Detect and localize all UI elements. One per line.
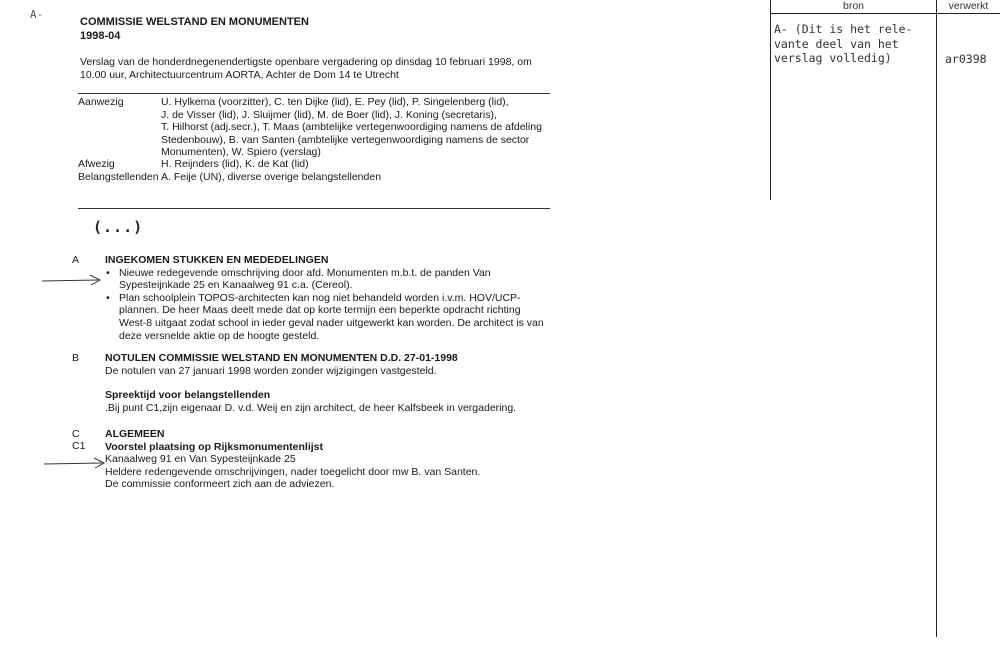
rule-bottom	[78, 208, 550, 209]
verwerkt-code: ar0398	[945, 52, 987, 66]
rule-top	[78, 93, 550, 94]
present-line: J. de Visser (lid), J. Sluijmer (lid), M. de Boer (lid), J. Koning (secretaris),	[161, 108, 497, 121]
ellipsis-mark: (...)	[93, 218, 144, 236]
present-line: Monumenten), W. Spiero (verslag)	[161, 146, 321, 159]
arrow-icon	[40, 272, 104, 288]
present-label: Aanwezig	[78, 96, 124, 108]
list-item: • Nieuwe redegevende omschrijving door afd. Monumenten m.b.t. de panden Van Sypesteijnkade 25 en Kanaalweg 91 c.a. (Cereol).	[105, 267, 550, 292]
document-title: COMMISSIE WELSTAND EN MONUMENTEN	[80, 16, 309, 28]
section-b	[105, 352, 550, 377]
section-b-text: De notulen van 27 januari 1998 worden zonder wijzigingen vastgesteld.	[105, 364, 437, 377]
section-b-sub-title: Spreektijd voor belangstellenden	[105, 389, 271, 401]
bron-note: A- (Dit is het rele- vante deel van het verslag volledig)	[774, 22, 913, 65]
intro-line-1: Verslag van de honderdnegenendertigste openbare vergadering op dinsdag 10 februari 1998, om	[80, 56, 532, 68]
section-a-letter: A	[72, 254, 80, 266]
present-line: T. Hilhorst (adj.secr.), T. Maas (ambtelijke vertegenwoordiging namens de afdeling	[161, 121, 542, 134]
present-line: Stedenbouw), B. van Santen (ambtelijke vertegenwoordiging namens de sector	[161, 133, 530, 146]
list-item: • Plan schoolplein TOPOS-architecten kan nog niet behandeld worden i.v.m. HOV/UCP- plannen. De heer Maas deelt mede dat op korte termijn een beperkte opdracht richting West-8 uitgaat zodat school in ieder geval nader uitgewerkt kan worden. De architect is van deze versnelde aktie op de hoogte gesteld.	[105, 292, 550, 342]
section-c1-line: De commissie conformeert zich aan de adviezen.	[105, 478, 335, 491]
section-c1-line: Heldere redengevende omschrijvingen, nader toegelicht door mw B. van Santen.	[105, 465, 481, 478]
column-header-verwerkt: verwerkt	[948, 0, 989, 12]
absent-value: H. Reijnders (lid), K. de Kat (lid)	[161, 158, 309, 170]
stakeholders-value: A. Feije (UN), diverse overige belangstellenden	[161, 171, 382, 183]
corner-mark: A-	[30, 8, 44, 21]
intro-line-2: 10.00 uur, Architectuurcentrum AORTA, Achter de Dom 14 te Utrecht	[80, 69, 399, 81]
section-c1-title: Voorstel plaatsing op Rijksmonumentenlijst	[105, 440, 324, 453]
section-b-letter: B	[72, 352, 80, 364]
section-c-title: ALGEMEEN	[105, 428, 165, 440]
section-c-letter: C	[72, 428, 80, 440]
table-header-rule	[770, 13, 1000, 14]
section-b-sub	[105, 389, 550, 414]
table-left-border	[770, 0, 771, 200]
arrow-icon	[42, 455, 108, 471]
section-a-list	[105, 267, 550, 343]
document-year: 1998-04	[80, 30, 121, 42]
present-list	[161, 96, 546, 159]
table-divider	[936, 0, 937, 637]
present-line: U. Hylkema (voorzitter), C. ten Dijke (lid), E. Pey (lid), P. Singelenberg (lid),	[161, 96, 509, 108]
section-c	[105, 428, 550, 491]
section-b-title: NOTULEN COMMISSIE WELSTAND EN MONUMENTEN D.D. 27-01-1998	[105, 352, 458, 364]
absent-label: Afwezig	[78, 158, 115, 170]
column-header-bron: bron	[842, 0, 864, 12]
section-b-sub-text: .Bij punt C1,zijn eigenaar D. v.d. Weij en zijn architect, de heer Kalfsbeek in vergadering.	[105, 401, 517, 414]
section-c1-letter: C1	[72, 440, 86, 452]
section-a-title: INGEKOMEN STUKKEN EN MEDEDELINGEN	[105, 254, 329, 266]
section-a	[105, 254, 550, 342]
stakeholders-label: Belangstellenden	[78, 171, 159, 183]
section-c1-line: Kanaalweg 91 en Van Sypesteijnkade 25	[105, 453, 296, 466]
